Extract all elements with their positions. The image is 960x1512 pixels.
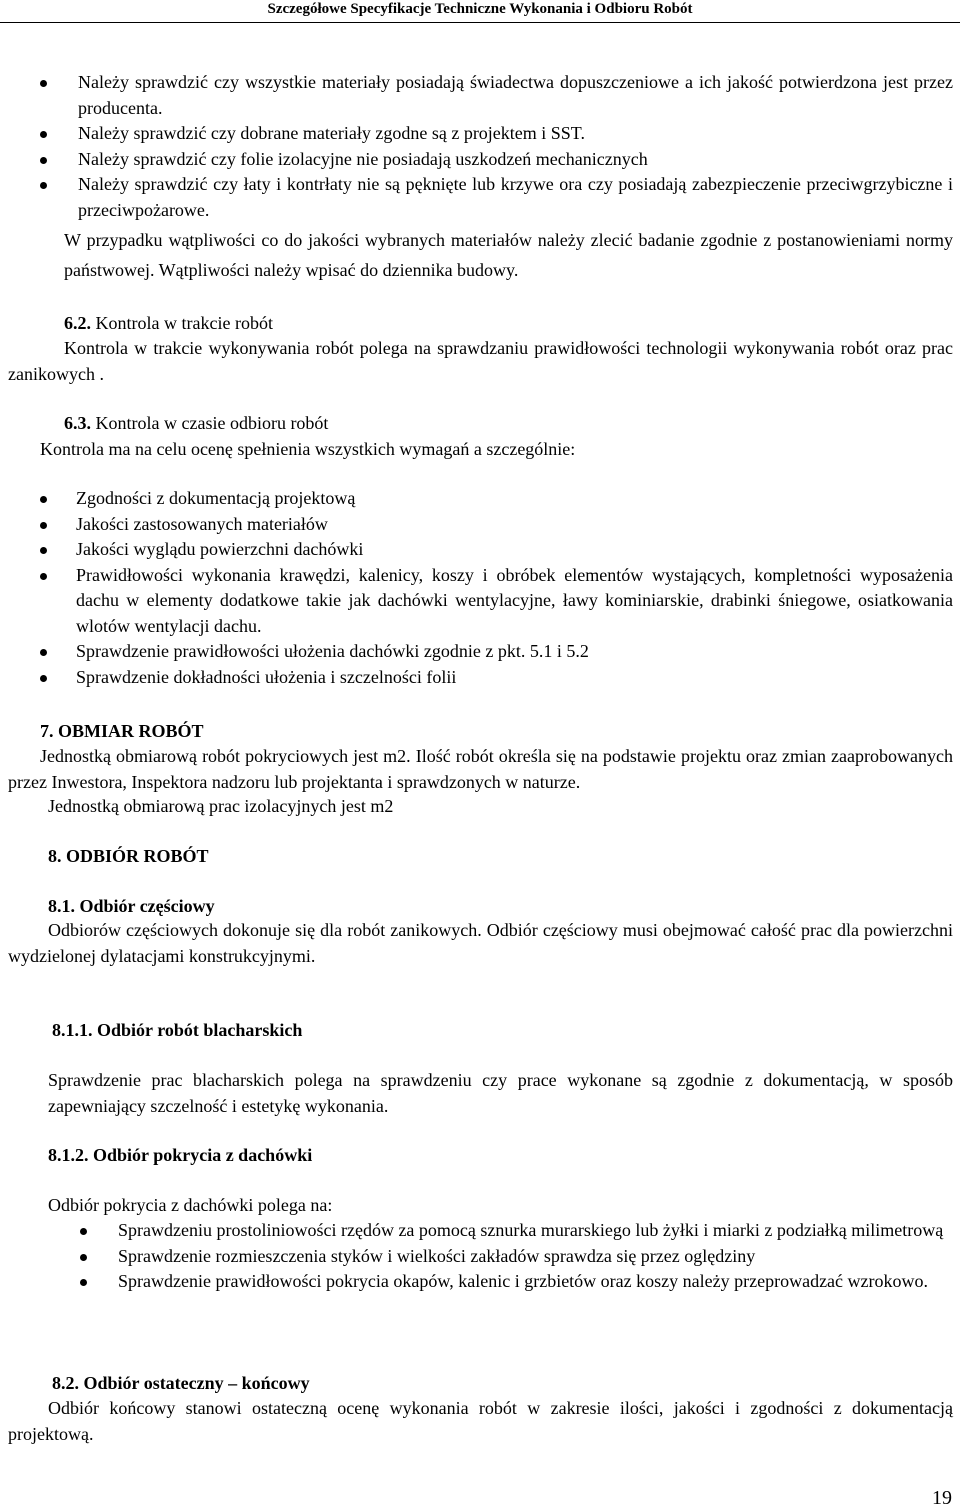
- material-check-list: [40, 70, 953, 223]
- section-number: 6.3.: [64, 413, 91, 433]
- running-header: Szczegółowe Specyfikacje Techniczne Wykonania i Odbioru Robót: [267, 1, 693, 17]
- section-8-1-text: Odbiorów częściowych dokonuje się dla robót zanikowych. Odbiór częściowy musi obejmować całość prac dla powierzchni wydzielonej dylatacjami konstrukcyjnymi.: [8, 920, 953, 966]
- list-item: Sprawdzeniu prostoliniowości rzędów za pomocą sznurka murarskiego lub żyłki i miarki z podziałką milimetrową: [80, 1218, 953, 1244]
- section-8-1-1-heading: 8.1.1. Odbiór robót blacharskich: [52, 1020, 303, 1040]
- acceptance-check-list-block: [40, 486, 953, 690]
- section-8-1-heading: 8.1. Odbiór częściowy: [48, 896, 215, 916]
- section-number: 6.2.: [64, 313, 91, 333]
- list-item: Należy sprawdzić czy łaty i kontrłaty nie są pęknięte lub krzywe ora czy posiadają zabezpieczenie przeciwgrzybiczne i przeciwpożarowe.: [40, 172, 953, 223]
- list-item: Należy sprawdzić czy folie izolacyjne nie posiadają uszkodzeń mechanicznych: [40, 147, 953, 173]
- section-8-1-2-heading: 8.1.2. Odbiór pokrycia z dachówki: [48, 1145, 313, 1165]
- tile-check-list: [80, 1218, 953, 1295]
- material-check-list-block: [40, 70, 953, 223]
- section-8-heading: 8. ODBIÓR ROBÓT: [48, 846, 209, 866]
- section-7-text-2: Jednostką obmiarową prac izolacyjnych jest m2: [48, 796, 394, 816]
- list-item: Jakości wyglądu powierzchni dachówki: [40, 537, 953, 563]
- section-6-2-text: Kontrola w trakcie wykonywania robót polega na sprawdzaniu prawidłowości technologii wykonywania robót oraz prac zanikowych .: [8, 338, 953, 384]
- page-number: 19: [932, 1487, 952, 1509]
- section-8-1-1-text: Sprawdzenie prac blacharskich polega na sprawdzeniu czy prace wykonane są zgodnie z dokumentacją, w sposób zapewniający szczelność i estetykę wykonania.: [48, 1070, 953, 1116]
- list-item: Należy sprawdzić czy wszystkie materiały posiadają świadectwa dopuszczeniowe a ich jakość potwierdzona jest przez producenta.: [40, 70, 953, 121]
- list-item: Zgodności z dokumentacją projektową: [40, 486, 953, 512]
- header-rule: [0, 22, 960, 23]
- list-item: Jakości zastosowanych materiałów: [40, 512, 953, 538]
- list-item: Prawidłowości wykonania krawędzi, kalenicy, koszy i obróbek elementów wystających, kompletności wyposażenia dachu w elementy dodatkowe takie jak dachówki wentylacyjne, ławy kominiarskie, drabinki śniegowe, osiatkowania wlotów wentylacji dachu.: [40, 563, 953, 640]
- list-item: Sprawdzenie prawidłowości ułożenia dachówki zgodnie z pkt. 5.1 i 5.2: [40, 639, 953, 665]
- tile-check-list-block: [80, 1218, 953, 1295]
- list-item: Sprawdzenie prawidłowości pokrycia okapów, kalenic i grzbietów oraz koszy należy przeprowadzać wzrokowo.: [80, 1269, 953, 1295]
- section-7-heading: 7. OBMIAR ROBÓT: [40, 721, 204, 741]
- section-6-3-heading: [64, 411, 953, 437]
- section-6-2-heading: [64, 311, 953, 337]
- section-6-3-intro: Kontrola ma na celu ocenę spełnienia wszystkich wymagań a szczególnie:: [40, 439, 576, 459]
- section-7-text: Jednostką obmiarową robót pokryciowych jest m2. Ilość robót określa się na podstawie projektu oraz zmian zaaprobowanych przez Inwestora, Inspektora nadzoru lub projektanta i sprawdzonych w naturze.: [8, 746, 953, 792]
- list-item: Należy sprawdzić czy dobrane materiały zgodne są z projektem i SST.: [40, 121, 953, 147]
- section-8-1-2-intro: Odbiór pokrycia z dachówki polega na:: [48, 1195, 333, 1215]
- section-8-2-heading: 8.2. Odbiór ostateczny – końcowy: [52, 1373, 310, 1393]
- list-item: Sprawdzenie dokładności ułożenia i szczelności folii: [40, 665, 953, 691]
- list-item: Sprawdzenie rozmieszczenia styków i wielkości zakładów sprawdza się przez oględziny: [80, 1244, 953, 1270]
- doubt-paragraph: W przypadku wątpliwości co do jakości wybranych materiałów należy zlecić badanie zgodnie z postanowieniami normy państwowej. Wątpliwości należy wpisać do dziennika budowy.: [64, 230, 953, 280]
- section-title: Kontrola w trakcie robót: [91, 313, 273, 333]
- acceptance-check-list: [40, 486, 953, 690]
- section-title: Kontrola w czasie odbioru robót: [91, 413, 329, 433]
- section-8-2-text: Odbiór końcowy stanowi ostateczną ocenę wykonania robót w zakresie ilości, jakości i zgodności z dokumentacją projektową.: [8, 1398, 953, 1444]
